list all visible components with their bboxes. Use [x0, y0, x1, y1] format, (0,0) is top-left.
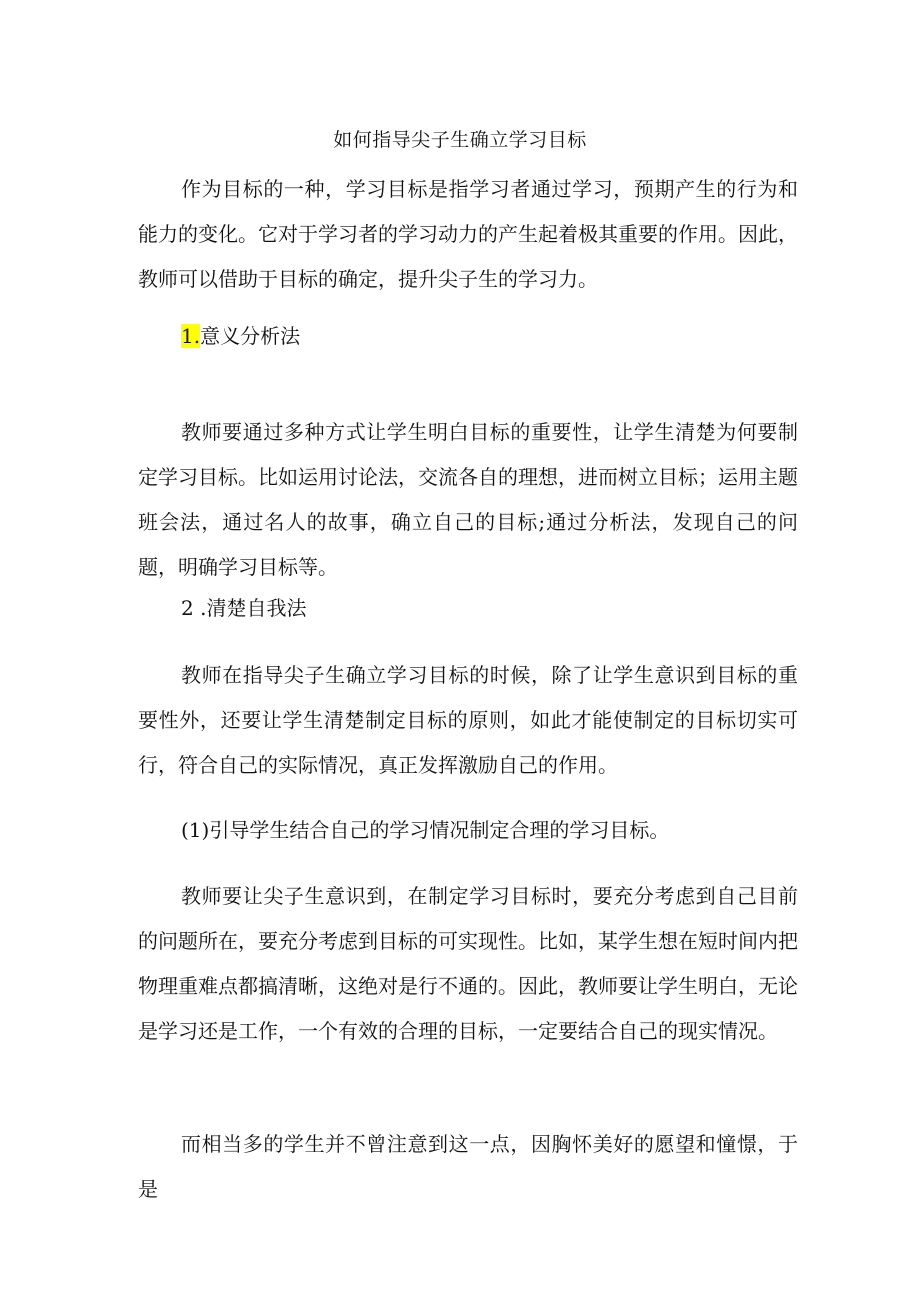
closing-paragraph: 而相当多的学生并不曾注意到这一点，因胸怀美好的愿望和憧憬，于是 — [138, 1132, 798, 1201]
subsection1-body: 教师要让尖子生意识到，在制定学习目标时，要充分考虑到自己目前的问题所在，要充分考虑到目标的可实现性。比如，某学生想在短时间内把物理重难点都搞清晰，这绝对是行不通的。因此，教师要让学生明白，无论是学习还是工作，一个有效的合理的目标，一定要结合自己的现实情况。 — [138, 884, 798, 1043]
subsection1-heading: (1)引导学生结合自己的学习情况制定合理的学习目标。 — [181, 818, 670, 842]
section1-title: 意义分析法 — [200, 324, 301, 348]
intro-paragraph: 作为目标的一种，学习目标是指学习者通过学习，预期产生的行为和能力的变化。它对于学习者的学习动力的产生起着极其重要的作用。因此，教师可以借助于目标的确定，提升尖子生的学习力。 — [138, 177, 798, 291]
section2-body: 教师在指导尖子生确立学习目标的时候，除了让学生意识到目标的重要性外，还要让学生清楚制定目标的原则，如此才能使制定的目标切实可行，符合自己的实际情况，真正发挥激励自己的作用。 — [138, 663, 798, 777]
section1-number: 1. — [181, 324, 201, 348]
section1-body: 教师要通过多种方式让学生明白目标的重要性，让学生清楚为何要制定学习目标。比如运用讨论法，交流各自的理想，进而树立目标；运用主题班会法，通过名人的故事，确立自己的目标;通过分析法，发现自己的问题，明确学习目标等。 — [138, 420, 798, 579]
section2-heading: 2 .清楚自我法 — [181, 596, 307, 620]
section1-heading — [181, 321, 300, 351]
document-title: 如何指导尖子生确立学习目标 — [333, 129, 587, 151]
